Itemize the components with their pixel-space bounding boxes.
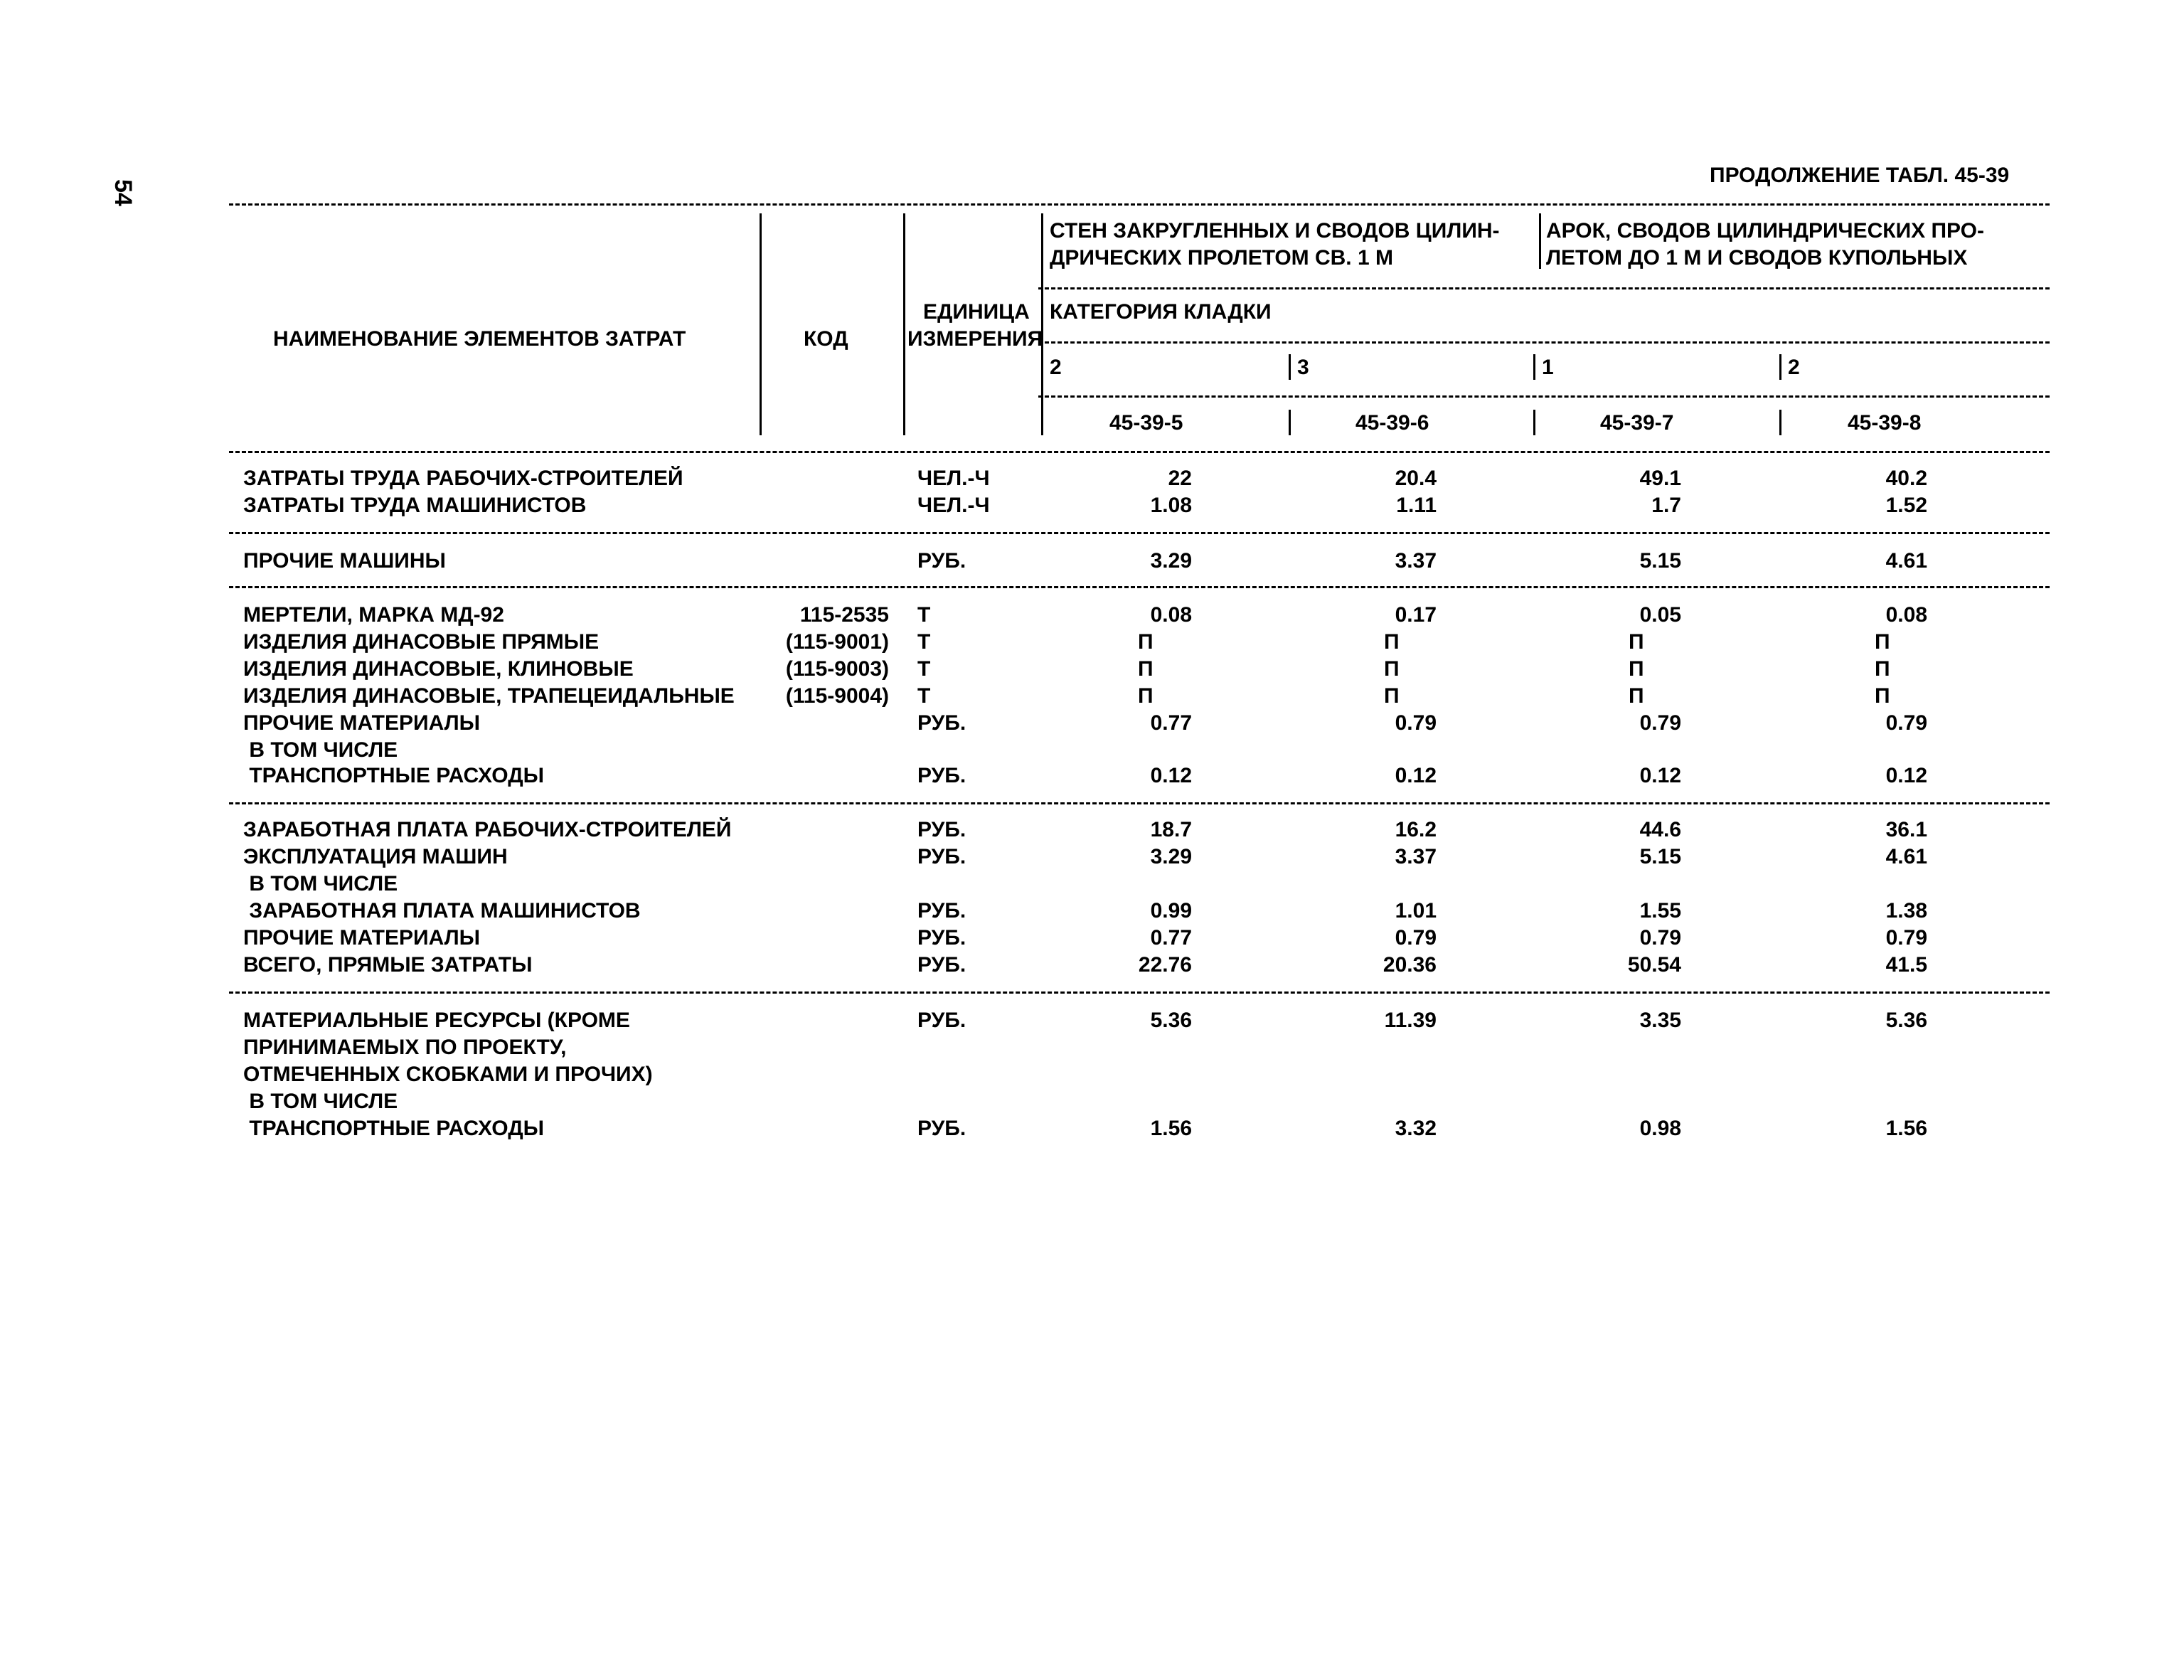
- header-divider-code: [903, 213, 905, 435]
- row-code: (115-9004): [785, 684, 889, 708]
- row-unit: РУБ.: [917, 953, 966, 977]
- row-name: ЗАТРАТЫ ТРУДА РАБОЧИХ-СТРОИТЕЛЕЙ: [243, 467, 683, 490]
- header-group1-line1: СТЕН ЗАКРУГЛЕННЫХ И СВОДОВ ЦИЛИН-: [1050, 219, 1500, 243]
- row-value-4: 41.5: [1885, 953, 1927, 977]
- header-name-col: НАИМЕНОВАНИЕ ЭЛЕМЕНТОВ ЗАТРАТ: [273, 327, 686, 351]
- row-value-4: 40.2: [1885, 467, 1927, 490]
- rule-header-group: [1038, 287, 2050, 289]
- row-unit: Т: [917, 603, 931, 627]
- header-group2-line2: ЛЕТОМ ДО 1 М И СВОДОВ КУПОЛЬНЫХ: [1546, 246, 1968, 270]
- row-value-3: П: [1629, 630, 1644, 654]
- header-group2-line1: АРОК, СВОДОВ ЦИЛИНДРИЧЕСКИХ ПРО-: [1546, 219, 1984, 243]
- row-value-1: 3.29: [1150, 845, 1192, 868]
- row-value-4: 1.52: [1885, 494, 1927, 517]
- row-value-2: 0.79: [1395, 926, 1437, 950]
- row-value-2: 1.01: [1395, 899, 1437, 923]
- row-value-1: 0.77: [1150, 926, 1192, 950]
- row-unit: Т: [917, 657, 931, 681]
- row-value-3: 0.98: [1639, 1117, 1681, 1140]
- row-value-1: П: [1138, 630, 1154, 654]
- header-divider-code-6: [1289, 410, 1291, 435]
- row-value-3: 0.05: [1639, 603, 1681, 627]
- row-name: ТРАНСПОРТНЫЕ РАСХОДЫ: [243, 1117, 544, 1140]
- header-divider-name: [760, 213, 762, 435]
- row-name: ПРИНИМАЕМЫХ ПО ПРОЕКТУ,: [243, 1036, 567, 1059]
- continuation-caption: ПРОДОЛЖЕНИЕ ТАБЛ. 45-39: [1710, 164, 2010, 187]
- row-name: ЗАРАБОТНАЯ ПЛАТА РАБОЧИХ-СТРОИТЕЛЕЙ: [243, 818, 732, 841]
- rule-section-4: [229, 991, 2050, 994]
- row-value-3: П: [1629, 684, 1644, 708]
- row-unit: ЧЕЛ.-Ч: [917, 494, 990, 517]
- header-code-3: 45-39-7: [1600, 411, 1674, 435]
- header-category-2: 3: [1297, 356, 1309, 379]
- row-value-2: 3.32: [1395, 1117, 1437, 1140]
- row-value-2: 16.2: [1395, 818, 1437, 841]
- row-name: МАТЕРИАЛЬНЫЕ РЕСУРСЫ (КРОМЕ: [243, 1009, 630, 1032]
- row-name: ЗАРАБОТНАЯ ПЛАТА МАШИНИСТОВ: [243, 899, 641, 923]
- row-value-1: 1.56: [1150, 1117, 1192, 1140]
- row-unit: Т: [917, 630, 931, 654]
- header-divider-cat-1: [1533, 354, 1535, 380]
- row-name: ВСЕГО, ПРЯМЫЕ ЗАТРАТЫ: [243, 953, 533, 977]
- row-name: В ТОМ ЧИСЛЕ: [243, 1090, 398, 1113]
- row-value-4: 36.1: [1885, 818, 1927, 841]
- row-name: ПРОЧИЕ МАШИНЫ: [243, 549, 446, 573]
- row-value-1: 3.29: [1150, 549, 1192, 573]
- header-code-4: 45-39-8: [1848, 411, 1922, 435]
- row-value-2: 1.11: [1396, 494, 1437, 517]
- row-value-4: 1.56: [1885, 1117, 1927, 1140]
- row-value-4: 1.38: [1885, 899, 1927, 923]
- row-value-2: 20.36: [1383, 953, 1437, 977]
- row-unit: РУБ.: [917, 711, 966, 735]
- row-value-4: 0.79: [1885, 926, 1927, 950]
- row-value-4: 0.08: [1885, 603, 1927, 627]
- row-value-1: 1.08: [1150, 494, 1192, 517]
- row-value-4: П: [1875, 657, 1890, 681]
- header-category-1: 2: [1050, 356, 1062, 379]
- rule-section-3: [229, 802, 2050, 804]
- row-value-3: 44.6: [1639, 818, 1681, 841]
- row-value-3: П: [1629, 657, 1644, 681]
- row-name: ИЗДЕЛИЯ ДИНАСОВЫЕ, КЛИНОВЫЕ: [243, 657, 634, 681]
- header-divider-groups: [1539, 213, 1541, 269]
- row-value-1: 18.7: [1150, 818, 1192, 841]
- header-unit-line1: ЕДИНИЦА: [923, 300, 1030, 324]
- header-category-label: КАТЕГОРИЯ КЛАДКИ: [1050, 300, 1272, 324]
- row-value-4: П: [1875, 630, 1890, 654]
- row-value-3: 49.1: [1639, 467, 1681, 490]
- rule-header-bottom: [229, 451, 2050, 453]
- row-value-1: 5.36: [1150, 1009, 1192, 1032]
- row-value-1: 22: [1168, 467, 1192, 490]
- header-code-col: КОД: [804, 327, 848, 351]
- row-unit: РУБ.: [917, 818, 966, 841]
- header-unit-line2: ИЗМЕРЕНИЯ: [907, 327, 1043, 351]
- row-name: В ТОМ ЧИСЛЕ: [243, 872, 398, 895]
- row-value-2: 0.79: [1395, 711, 1437, 735]
- row-name: ОТМЕЧЕННЫХ СКОБКАМИ И ПРОЧИХ): [243, 1063, 653, 1086]
- row-value-3: 3.35: [1639, 1009, 1681, 1032]
- row-unit: РУБ.: [917, 549, 966, 573]
- row-name: ПРОЧИЕ МАТЕРИАЛЫ: [243, 711, 481, 735]
- row-value-4: 0.79: [1885, 711, 1927, 735]
- row-code: (115-9001): [785, 630, 889, 654]
- header-group1-line2: ДРИЧЕСКИХ ПРОЛЕТОМ СВ. 1 М: [1050, 246, 1393, 270]
- rule-header-codes: [1038, 395, 2050, 398]
- row-name: ЭКСПЛУАТАЦИЯ МАШИН: [243, 845, 508, 868]
- row-unit: Т: [917, 684, 931, 708]
- row-unit: ЧЕЛ.-Ч: [917, 467, 990, 490]
- row-value-3: 0.12: [1639, 764, 1681, 787]
- row-name: В ТОМ ЧИСЛЕ: [243, 738, 398, 762]
- header-divider-code-8: [1779, 410, 1781, 435]
- row-value-2: П: [1384, 630, 1400, 654]
- header-divider-code-7: [1533, 410, 1535, 435]
- row-unit: РУБ.: [917, 764, 966, 787]
- header-divider-unit: [1041, 213, 1043, 435]
- row-value-3: 0.79: [1639, 926, 1681, 950]
- rule-section-2: [229, 586, 2050, 588]
- header-category-3: 1: [1542, 356, 1554, 379]
- row-value-2: П: [1384, 657, 1400, 681]
- row-name: ИЗДЕЛИЯ ДИНАСОВЫЕ, ТРАПЕЦЕИДАЛЬНЫЕ: [243, 684, 735, 708]
- rule-top: [229, 203, 2050, 206]
- row-value-3: 1.7: [1651, 494, 1681, 517]
- header-category-4: 2: [1788, 356, 1800, 379]
- row-value-3: 5.15: [1639, 845, 1681, 868]
- row-unit: РУБ.: [917, 1117, 966, 1140]
- row-value-3: 0.79: [1639, 711, 1681, 735]
- row-value-2: 20.4: [1395, 467, 1437, 490]
- row-value-1: 0.99: [1150, 899, 1192, 923]
- row-value-2: П: [1384, 684, 1400, 708]
- rule-header-category: [1038, 341, 2050, 344]
- rule-section-1: [229, 532, 2050, 534]
- row-unit: РУБ.: [917, 1009, 966, 1032]
- row-value-1: 22.76: [1138, 953, 1192, 977]
- row-value-1: П: [1138, 657, 1154, 681]
- row-value-4: П: [1875, 684, 1890, 708]
- header-divider-cat-2b: [1779, 354, 1781, 380]
- row-value-4: 5.36: [1885, 1009, 1927, 1032]
- row-code: (115-9003): [785, 657, 889, 681]
- row-name: ИЗДЕЛИЯ ДИНАСОВЫЕ ПРЯМЫЕ: [243, 630, 600, 654]
- header-code-1: 45-39-5: [1109, 411, 1183, 435]
- row-value-2: 0.17: [1395, 603, 1437, 627]
- row-name: ТРАНСПОРТНЫЕ РАСХОДЫ: [243, 764, 544, 787]
- row-value-1: 0.12: [1150, 764, 1192, 787]
- row-value-2: 11.39: [1384, 1009, 1437, 1032]
- row-value-2: 0.12: [1395, 764, 1437, 787]
- row-code: 115-2535: [799, 603, 889, 627]
- row-name: ПРОЧИЕ МАТЕРИАЛЫ: [243, 926, 481, 950]
- row-value-3: 1.55: [1639, 899, 1681, 923]
- row-name: ЗАТРАТЫ ТРУДА МАШИНИСТОВ: [243, 494, 587, 517]
- row-value-3: 5.15: [1639, 549, 1681, 573]
- row-value-4: 4.61: [1885, 549, 1927, 573]
- header-code-2: 45-39-6: [1355, 411, 1429, 435]
- page-number: 54: [110, 179, 137, 206]
- row-value-1: 0.08: [1150, 603, 1192, 627]
- row-value-1: П: [1138, 684, 1154, 708]
- row-name: МЕРТЕЛИ, МАРКА МД-92: [243, 603, 504, 627]
- row-unit: РУБ.: [917, 899, 966, 923]
- row-value-4: 0.12: [1885, 764, 1927, 787]
- row-value-2: 3.37: [1395, 845, 1437, 868]
- row-unit: РУБ.: [917, 926, 966, 950]
- row-value-2: 3.37: [1395, 549, 1437, 573]
- row-value-4: 4.61: [1885, 845, 1927, 868]
- row-value-1: 0.77: [1150, 711, 1192, 735]
- row-value-3: 50.54: [1627, 953, 1681, 977]
- row-unit: РУБ.: [917, 845, 966, 868]
- header-divider-cat-3: [1289, 354, 1291, 380]
